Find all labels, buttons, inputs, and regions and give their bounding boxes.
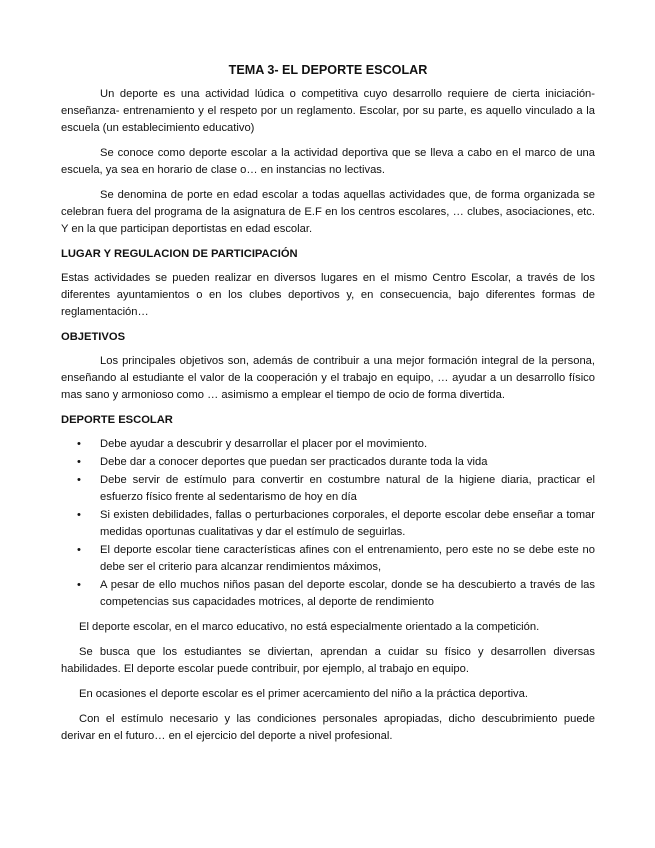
closing-paragraph-2: Se busca que los estudiantes se diviertan, aprendan a cuidar su físico y desarrollen diversas habilidades. El deporte escolar puede contribuir, por ejemplo, al trabajo en equipo. [61,646,595,675]
bullet-icon: • [77,509,81,521]
document-title: TEMA 3- EL DEPORTE ESCOLAR [228,63,428,77]
bullet-icon: • [77,474,81,486]
bullet-icon: • [77,544,81,556]
closing-paragraph-1: El deporte escolar, en el marco educativo, no está especialmente orientado a la competición. [79,621,540,633]
bullet-item [61,436,595,453]
document-page [61,60,595,753]
objetivos-paragraph: Los principales objetivos son, además de contribuir a una mejor formación integral de la persona, enseñando al estudiante el valor de la cooperación y el trabajo en equipo, … ayudar a un desarrollo físico mas sano y armonioso como … asimismo a emplear el tiempo de ocio de forma divertida. [61,355,595,401]
lugar-paragraph: Estas actividades se pueden realizar en diversos lugares en el mismo Centro Escolar, a través de los diferentes ayuntamientos o en los clubes deportivos y, en consecuencia, bajo diferentes formas de reglamentación… [61,272,595,318]
closing-paragraph-4: Con el estímulo necesario y las condiciones personales apropiadas, dicho descubrimiento puede derivar en el futuro… en el ejercicio del deporte a nivel profesional. [61,713,595,742]
section-heading-lugar: LUGAR Y REGULACION DE PARTICIPACIÓN [61,248,298,260]
intro-paragraph-2: Se conoce como deporte escolar a la actividad deportiva que se lleva a cabo en el marco de una escuela, ya sea en horario de clase o… en instancias no lectivas. [61,147,595,176]
section-heading-objetivos: OBJETIVOS [61,331,126,343]
intro-paragraph-1: Un deporte es una actividad lúdica o competitiva cuyo desarrollo requiere de cierta iniciación-enseñanza- entrenamiento y el respeto por un reglamento. Escolar, por su parte, es aquello vinculado a la escuela (un establecimiento educativo) [61,88,595,134]
bullet-item [61,454,595,471]
intro-paragraph-3: Se denomina de porte en edad escolar a todas aquellas actividades que, de forma organizada se celebran fuera del programa de la asignatura de E.F en los centros escolares, … clubes, asociaciones, etc. Y en la que participan deportistas en edad escolar. [61,189,595,235]
bullet-icon: • [77,438,81,450]
section-heading-deporte-escolar: DEPORTE ESCOLAR [61,414,173,426]
bullet-item [61,472,595,506]
bullet-text: El deporte escolar tiene características afines con el entrenamiento, pero este no se debe este no debe ser el criterio para alcanzar rendimientos máximos, [100,544,595,573]
bullet-text: Debe servir de estímulo para convertir en costumbre natural de la higiene diaria, practicar el esfuerzo físico frente al sedentarismo de hoy en día [100,474,595,503]
bullet-text: Si existen debilidades, fallas o perturbaciones corporales, el deporte escolar debe enseñar a tomar medidas oportunas cualitativas y dar el estímulo de seguirlas. [100,509,595,538]
bullet-item [61,577,595,611]
deporte-escolar-bullet-list [61,436,595,611]
bullet-text: A pesar de ello muchos niños pasan del deporte escolar, donde se ha descubierto a través de las competencias sus capacidades motrices, al deporte de rendimiento [100,579,595,608]
bullet-item [61,542,595,576]
bullet-item [61,507,595,541]
bullet-icon: • [77,579,81,591]
closing-paragraph-3: En ocasiones el deporte escolar es el primer acercamiento del niño a la práctica deportiva. [79,688,528,700]
bullet-text: Debe ayudar a descubrir y desarrollar el placer por el movimiento. [100,438,428,450]
bullet-icon: • [77,456,81,468]
bullet-text: Debe dar a conocer deportes que puedan ser practicados durante toda la vida [100,456,488,468]
